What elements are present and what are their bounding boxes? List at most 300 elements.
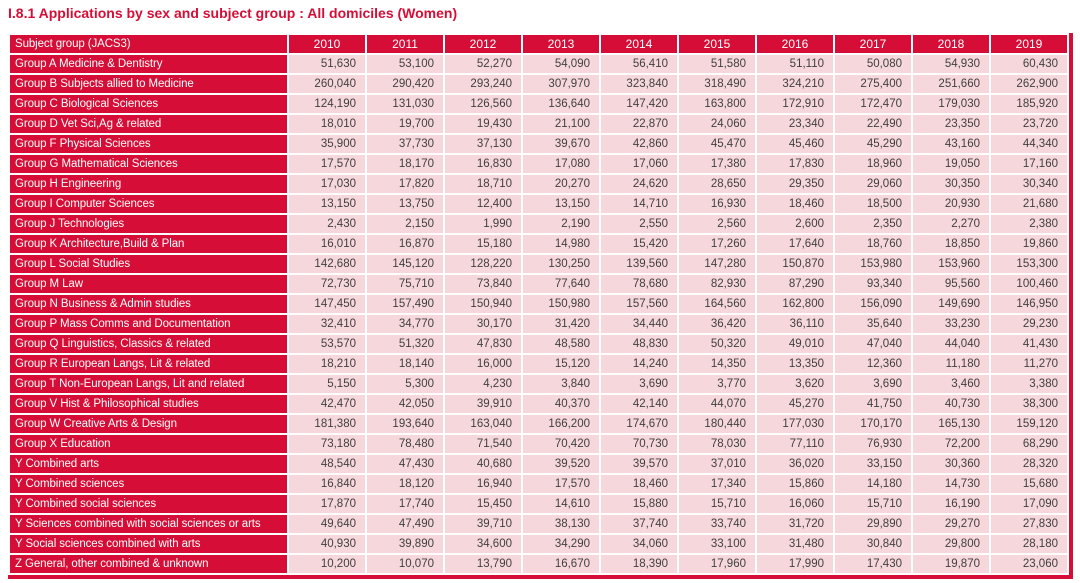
- row-label: Group A Medicine & Dentistry: [10, 55, 287, 73]
- value-cell-2010: 124,190: [289, 95, 365, 113]
- value-cell-2010: 73,180: [289, 435, 365, 453]
- value-cell-2018: 153,960: [913, 255, 989, 273]
- value-cell-2015: 14,350: [679, 355, 755, 373]
- value-cell-2018: 40,730: [913, 395, 989, 413]
- value-cell-2015: 33,740: [679, 515, 755, 533]
- row-label: Y Combined arts: [10, 455, 287, 473]
- value-cell-2014: 48,830: [601, 335, 677, 353]
- value-cell-2011: 47,490: [367, 515, 443, 533]
- table-outer-border: [8, 33, 1073, 579]
- value-cell-2012: 12,400: [445, 195, 521, 213]
- row-label: Group H Engineering: [10, 175, 287, 193]
- row-label: Group D Vet Sci,Ag & related: [10, 115, 287, 133]
- table-row: [10, 355, 1067, 373]
- value-cell-2012: 16,830: [445, 155, 521, 173]
- value-cell-2010: 17,030: [289, 175, 365, 193]
- value-cell-2017: 153,980: [835, 255, 911, 273]
- table-row: [10, 55, 1067, 73]
- value-cell-2015: 164,560: [679, 295, 755, 313]
- value-cell-2014: 42,860: [601, 135, 677, 153]
- value-cell-2019: 146,950: [991, 295, 1067, 313]
- value-cell-2014: 37,740: [601, 515, 677, 533]
- value-cell-2017: 76,930: [835, 435, 911, 453]
- table-row: [10, 395, 1067, 413]
- value-cell-2012: 52,270: [445, 55, 521, 73]
- value-cell-2012: 19,430: [445, 115, 521, 133]
- value-cell-2015: 147,280: [679, 255, 755, 273]
- value-cell-2016: 162,800: [757, 295, 833, 313]
- value-cell-2014: 22,870: [601, 115, 677, 133]
- value-cell-2012: 150,940: [445, 295, 521, 313]
- value-cell-2011: 10,070: [367, 555, 443, 573]
- value-cell-2013: 130,250: [523, 255, 599, 273]
- table-row: [10, 455, 1067, 473]
- value-cell-2015: 82,930: [679, 275, 755, 293]
- table-row: [10, 375, 1067, 393]
- value-cell-2019: 21,680: [991, 195, 1067, 213]
- value-cell-2011: 18,120: [367, 475, 443, 493]
- value-cell-2013: 21,100: [523, 115, 599, 133]
- value-cell-2018: 23,350: [913, 115, 989, 133]
- value-cell-2017: 29,890: [835, 515, 911, 533]
- value-cell-2018: 14,730: [913, 475, 989, 493]
- value-cell-2012: 15,450: [445, 495, 521, 513]
- value-cell-2012: 16,940: [445, 475, 521, 493]
- value-cell-2019: 68,290: [991, 435, 1067, 453]
- value-cell-2013: 14,610: [523, 495, 599, 513]
- value-cell-2010: 2,430: [289, 215, 365, 233]
- value-cell-2011: 19,700: [367, 115, 443, 133]
- value-cell-2017: 22,490: [835, 115, 911, 133]
- value-cell-2012: 30,170: [445, 315, 521, 333]
- table-row: [10, 555, 1067, 573]
- value-cell-2018: 165,130: [913, 415, 989, 433]
- value-cell-2011: 18,170: [367, 155, 443, 173]
- value-cell-2010: 48,540: [289, 455, 365, 473]
- value-cell-2011: 13,750: [367, 195, 443, 213]
- value-cell-2015: 17,340: [679, 475, 755, 493]
- value-cell-2016: 45,270: [757, 395, 833, 413]
- value-cell-2010: 13,150: [289, 195, 365, 213]
- table-row: [10, 175, 1067, 193]
- value-cell-2016: 13,350: [757, 355, 833, 373]
- column-header-subject-group: Subject group (JACS3): [10, 35, 287, 53]
- value-cell-2019: 159,120: [991, 415, 1067, 433]
- row-label: Group L Social Studies: [10, 255, 287, 273]
- value-cell-2012: 34,600: [445, 535, 521, 553]
- value-cell-2015: 45,470: [679, 135, 755, 153]
- value-cell-2019: 262,900: [991, 75, 1067, 93]
- value-cell-2017: 172,470: [835, 95, 911, 113]
- table-row: [10, 195, 1067, 213]
- value-cell-2010: 18,010: [289, 115, 365, 133]
- value-cell-2017: 29,060: [835, 175, 911, 193]
- value-cell-2014: 14,710: [601, 195, 677, 213]
- table-row: [10, 315, 1067, 333]
- value-cell-2017: 18,500: [835, 195, 911, 213]
- value-cell-2019: 15,680: [991, 475, 1067, 493]
- value-cell-2015: 17,960: [679, 555, 755, 573]
- value-cell-2013: 17,570: [523, 475, 599, 493]
- value-cell-2013: 48,580: [523, 335, 599, 353]
- value-cell-2014: 323,840: [601, 75, 677, 93]
- value-cell-2012: 16,000: [445, 355, 521, 373]
- row-label: Group F Physical Sciences: [10, 135, 287, 153]
- value-cell-2011: 51,320: [367, 335, 443, 353]
- value-cell-2012: 4,230: [445, 375, 521, 393]
- row-label: Group Q Linguistics, Classics & related: [10, 335, 287, 353]
- column-header-year-2011: 2011: [367, 35, 443, 53]
- column-header-year-2013: 2013: [523, 35, 599, 53]
- value-cell-2014: 56,410: [601, 55, 677, 73]
- value-cell-2018: 16,190: [913, 495, 989, 513]
- value-cell-2019: 3,380: [991, 375, 1067, 393]
- value-cell-2015: 78,030: [679, 435, 755, 453]
- value-cell-2015: 50,320: [679, 335, 755, 353]
- row-label: Group K Architecture,Build & Plan: [10, 235, 287, 253]
- value-cell-2016: 29,350: [757, 175, 833, 193]
- value-cell-2014: 139,560: [601, 255, 677, 273]
- value-cell-2016: 177,030: [757, 415, 833, 433]
- table-row: [10, 95, 1067, 113]
- value-cell-2010: 10,200: [289, 555, 365, 573]
- value-cell-2014: 17,060: [601, 155, 677, 173]
- value-cell-2018: 149,690: [913, 295, 989, 313]
- value-cell-2016: 15,860: [757, 475, 833, 493]
- value-cell-2016: 87,290: [757, 275, 833, 293]
- value-cell-2012: 163,040: [445, 415, 521, 433]
- value-cell-2017: 17,430: [835, 555, 911, 573]
- value-cell-2019: 60,430: [991, 55, 1067, 73]
- header-row: [10, 35, 1067, 53]
- value-cell-2014: 3,690: [601, 375, 677, 393]
- value-cell-2013: 15,120: [523, 355, 599, 373]
- table-row: [10, 335, 1067, 353]
- value-cell-2014: 34,440: [601, 315, 677, 333]
- row-label: Z General, other combined & unknown: [10, 555, 287, 573]
- value-cell-2015: 51,580: [679, 55, 755, 73]
- row-label: Y Combined sciences: [10, 475, 287, 493]
- table-row: [10, 435, 1067, 453]
- value-cell-2012: 71,540: [445, 435, 521, 453]
- value-cell-2012: 18,710: [445, 175, 521, 193]
- value-cell-2015: 28,650: [679, 175, 755, 193]
- value-cell-2016: 150,870: [757, 255, 833, 273]
- value-cell-2018: 95,560: [913, 275, 989, 293]
- value-cell-2014: 15,420: [601, 235, 677, 253]
- value-cell-2019: 17,090: [991, 495, 1067, 513]
- value-cell-2013: 20,270: [523, 175, 599, 193]
- value-cell-2017: 45,290: [835, 135, 911, 153]
- value-cell-2010: 16,840: [289, 475, 365, 493]
- value-cell-2014: 147,420: [601, 95, 677, 113]
- applications-by-subject-table: [8, 33, 1069, 575]
- table-row: [10, 535, 1067, 553]
- value-cell-2013: 39,670: [523, 135, 599, 153]
- value-cell-2017: 47,040: [835, 335, 911, 353]
- value-cell-2014: 78,680: [601, 275, 677, 293]
- value-cell-2015: 2,560: [679, 215, 755, 233]
- value-cell-2018: 44,040: [913, 335, 989, 353]
- value-cell-2015: 3,770: [679, 375, 755, 393]
- value-cell-2010: 72,730: [289, 275, 365, 293]
- value-cell-2016: 31,720: [757, 515, 833, 533]
- value-cell-2014: 70,730: [601, 435, 677, 453]
- value-cell-2016: 324,210: [757, 75, 833, 93]
- value-cell-2018: 179,030: [913, 95, 989, 113]
- table-row: [10, 135, 1067, 153]
- value-cell-2014: 2,550: [601, 215, 677, 233]
- value-cell-2015: 15,710: [679, 495, 755, 513]
- value-cell-2019: 44,340: [991, 135, 1067, 153]
- value-cell-2011: 75,710: [367, 275, 443, 293]
- value-cell-2015: 180,440: [679, 415, 755, 433]
- table-row: [10, 275, 1067, 293]
- value-cell-2017: 3,690: [835, 375, 911, 393]
- value-cell-2011: 193,640: [367, 415, 443, 433]
- value-cell-2012: 39,710: [445, 515, 521, 533]
- value-cell-2011: 290,420: [367, 75, 443, 93]
- column-header-year-2019: 2019: [991, 35, 1067, 53]
- value-cell-2014: 42,140: [601, 395, 677, 413]
- value-cell-2011: 34,770: [367, 315, 443, 333]
- row-label: Group P Mass Comms and Documentation: [10, 315, 287, 333]
- value-cell-2010: 17,870: [289, 495, 365, 513]
- value-cell-2017: 18,760: [835, 235, 911, 253]
- table-row: [10, 515, 1067, 533]
- value-cell-2016: 36,110: [757, 315, 833, 333]
- value-cell-2019: 38,300: [991, 395, 1067, 413]
- row-label: Y Sciences combined with social sciences or arts: [10, 515, 287, 533]
- value-cell-2013: 38,130: [523, 515, 599, 533]
- row-label: Group G Mathematical Sciences: [10, 155, 287, 173]
- value-cell-2012: 15,180: [445, 235, 521, 253]
- column-header-year-2012: 2012: [445, 35, 521, 53]
- value-cell-2015: 318,490: [679, 75, 755, 93]
- value-cell-2017: 275,400: [835, 75, 911, 93]
- value-cell-2016: 172,910: [757, 95, 833, 113]
- value-cell-2017: 12,360: [835, 355, 911, 373]
- value-cell-2012: 47,830: [445, 335, 521, 353]
- value-cell-2013: 70,420: [523, 435, 599, 453]
- value-cell-2012: 37,130: [445, 135, 521, 153]
- value-cell-2010: 49,640: [289, 515, 365, 533]
- value-cell-2017: 30,840: [835, 535, 911, 553]
- row-label: Group B Subjects allied to Medicine: [10, 75, 287, 93]
- value-cell-2010: 260,040: [289, 75, 365, 93]
- value-cell-2015: 16,930: [679, 195, 755, 213]
- table-row: [10, 215, 1067, 233]
- table-row: [10, 155, 1067, 173]
- value-cell-2010: 142,680: [289, 255, 365, 273]
- value-cell-2013: 307,970: [523, 75, 599, 93]
- row-label: Group V Hist & Philosophical studies: [10, 395, 287, 413]
- column-header-year-2015: 2015: [679, 35, 755, 53]
- value-cell-2010: 5,150: [289, 375, 365, 393]
- value-cell-2015: 163,800: [679, 95, 755, 113]
- value-cell-2013: 2,190: [523, 215, 599, 233]
- row-label: Group I Computer Sciences: [10, 195, 287, 213]
- value-cell-2012: 73,840: [445, 275, 521, 293]
- value-cell-2019: 11,270: [991, 355, 1067, 373]
- value-cell-2013: 39,520: [523, 455, 599, 473]
- table-header: [10, 35, 1067, 53]
- value-cell-2017: 50,080: [835, 55, 911, 73]
- value-cell-2019: 41,430: [991, 335, 1067, 353]
- table-body: [10, 55, 1067, 573]
- value-cell-2015: 24,060: [679, 115, 755, 133]
- value-cell-2012: 13,790: [445, 555, 521, 573]
- value-cell-2010: 51,630: [289, 55, 365, 73]
- row-label: Group C Biological Sciences: [10, 95, 287, 113]
- row-label: Group X Education: [10, 435, 287, 453]
- value-cell-2018: 251,660: [913, 75, 989, 93]
- value-cell-2010: 18,210: [289, 355, 365, 373]
- value-cell-2010: 42,470: [289, 395, 365, 413]
- value-cell-2013: 54,090: [523, 55, 599, 73]
- value-cell-2016: 2,600: [757, 215, 833, 233]
- value-cell-2018: 19,870: [913, 555, 989, 573]
- value-cell-2012: 39,910: [445, 395, 521, 413]
- value-cell-2011: 78,480: [367, 435, 443, 453]
- value-cell-2019: 19,860: [991, 235, 1067, 253]
- value-cell-2011: 5,300: [367, 375, 443, 393]
- value-cell-2019: 28,180: [991, 535, 1067, 553]
- value-cell-2018: 29,270: [913, 515, 989, 533]
- value-cell-2014: 39,570: [601, 455, 677, 473]
- value-cell-2019: 17,160: [991, 155, 1067, 173]
- value-cell-2015: 44,070: [679, 395, 755, 413]
- column-header-year-2010: 2010: [289, 35, 365, 53]
- value-cell-2011: 37,730: [367, 135, 443, 153]
- value-cell-2013: 17,080: [523, 155, 599, 173]
- value-cell-2018: 30,350: [913, 175, 989, 193]
- value-cell-2019: 29,230: [991, 315, 1067, 333]
- value-cell-2017: 14,180: [835, 475, 911, 493]
- value-cell-2018: 43,160: [913, 135, 989, 153]
- column-header-year-2014: 2014: [601, 35, 677, 53]
- value-cell-2011: 145,120: [367, 255, 443, 273]
- value-cell-2011: 17,820: [367, 175, 443, 193]
- value-cell-2017: 41,750: [835, 395, 911, 413]
- value-cell-2017: 170,170: [835, 415, 911, 433]
- value-cell-2011: 131,030: [367, 95, 443, 113]
- row-label: Group M Law: [10, 275, 287, 293]
- value-cell-2011: 18,140: [367, 355, 443, 373]
- value-cell-2013: 14,980: [523, 235, 599, 253]
- value-cell-2018: 3,460: [913, 375, 989, 393]
- value-cell-2019: 153,300: [991, 255, 1067, 273]
- value-cell-2014: 174,670: [601, 415, 677, 433]
- value-cell-2013: 77,640: [523, 275, 599, 293]
- value-cell-2016: 45,460: [757, 135, 833, 153]
- value-cell-2016: 51,110: [757, 55, 833, 73]
- value-cell-2018: 29,800: [913, 535, 989, 553]
- row-label: Group N Business & Admin studies: [10, 295, 287, 313]
- value-cell-2011: 17,740: [367, 495, 443, 513]
- value-cell-2012: 126,560: [445, 95, 521, 113]
- table-row: [10, 415, 1067, 433]
- value-cell-2015: 36,420: [679, 315, 755, 333]
- value-cell-2015: 33,100: [679, 535, 755, 553]
- row-label: Y Social sciences combined with arts: [10, 535, 287, 553]
- value-cell-2016: 17,990: [757, 555, 833, 573]
- value-cell-2018: 33,230: [913, 315, 989, 333]
- table-row: [10, 235, 1067, 253]
- value-cell-2013: 31,420: [523, 315, 599, 333]
- value-cell-2016: 77,110: [757, 435, 833, 453]
- value-cell-2016: 17,830: [757, 155, 833, 173]
- value-cell-2010: 32,410: [289, 315, 365, 333]
- value-cell-2010: 53,570: [289, 335, 365, 353]
- value-cell-2018: 18,850: [913, 235, 989, 253]
- value-cell-2013: 150,980: [523, 295, 599, 313]
- table-row: [10, 115, 1067, 133]
- value-cell-2018: 72,200: [913, 435, 989, 453]
- value-cell-2014: 14,240: [601, 355, 677, 373]
- value-cell-2018: 54,930: [913, 55, 989, 73]
- table-row: [10, 255, 1067, 273]
- value-cell-2016: 17,640: [757, 235, 833, 253]
- value-cell-2016: 31,480: [757, 535, 833, 553]
- row-label: Group W Creative Arts & Design: [10, 415, 287, 433]
- value-cell-2017: 2,350: [835, 215, 911, 233]
- value-cell-2011: 157,490: [367, 295, 443, 313]
- table-row: [10, 475, 1067, 493]
- value-cell-2011: 2,150: [367, 215, 443, 233]
- value-cell-2019: 100,460: [991, 275, 1067, 293]
- page-title: I.8.1 Applications by sex and subject group : All domiciles (Women): [8, 5, 458, 21]
- value-cell-2015: 17,260: [679, 235, 755, 253]
- value-cell-2018: 2,270: [913, 215, 989, 233]
- value-cell-2011: 42,050: [367, 395, 443, 413]
- value-cell-2017: 35,640: [835, 315, 911, 333]
- value-cell-2011: 53,100: [367, 55, 443, 73]
- value-cell-2015: 17,380: [679, 155, 755, 173]
- row-label: Group T Non-European Langs, Lit and related: [10, 375, 287, 393]
- value-cell-2017: 18,960: [835, 155, 911, 173]
- value-cell-2013: 136,640: [523, 95, 599, 113]
- table-row: [10, 75, 1067, 93]
- value-cell-2017: 33,150: [835, 455, 911, 473]
- value-cell-2010: 40,930: [289, 535, 365, 553]
- value-cell-2012: 40,680: [445, 455, 521, 473]
- value-cell-2010: 16,010: [289, 235, 365, 253]
- value-cell-2017: 15,710: [835, 495, 911, 513]
- value-cell-2018: 30,360: [913, 455, 989, 473]
- value-cell-2018: 19,050: [913, 155, 989, 173]
- value-cell-2015: 37,010: [679, 455, 755, 473]
- value-cell-2012: 293,240: [445, 75, 521, 93]
- table-row: [10, 295, 1067, 313]
- value-cell-2014: 15,880: [601, 495, 677, 513]
- value-cell-2014: 18,390: [601, 555, 677, 573]
- value-cell-2016: 3,620: [757, 375, 833, 393]
- value-cell-2019: 30,340: [991, 175, 1067, 193]
- value-cell-2011: 47,430: [367, 455, 443, 473]
- value-cell-2012: 128,220: [445, 255, 521, 273]
- table-row: [10, 495, 1067, 513]
- column-header-year-2017: 2017: [835, 35, 911, 53]
- value-cell-2014: 34,060: [601, 535, 677, 553]
- value-cell-2017: 93,340: [835, 275, 911, 293]
- value-cell-2011: 39,890: [367, 535, 443, 553]
- value-cell-2019: 27,830: [991, 515, 1067, 533]
- value-cell-2013: 40,370: [523, 395, 599, 413]
- row-label: Group J Technologies: [10, 215, 287, 233]
- value-cell-2018: 20,930: [913, 195, 989, 213]
- value-cell-2016: 49,010: [757, 335, 833, 353]
